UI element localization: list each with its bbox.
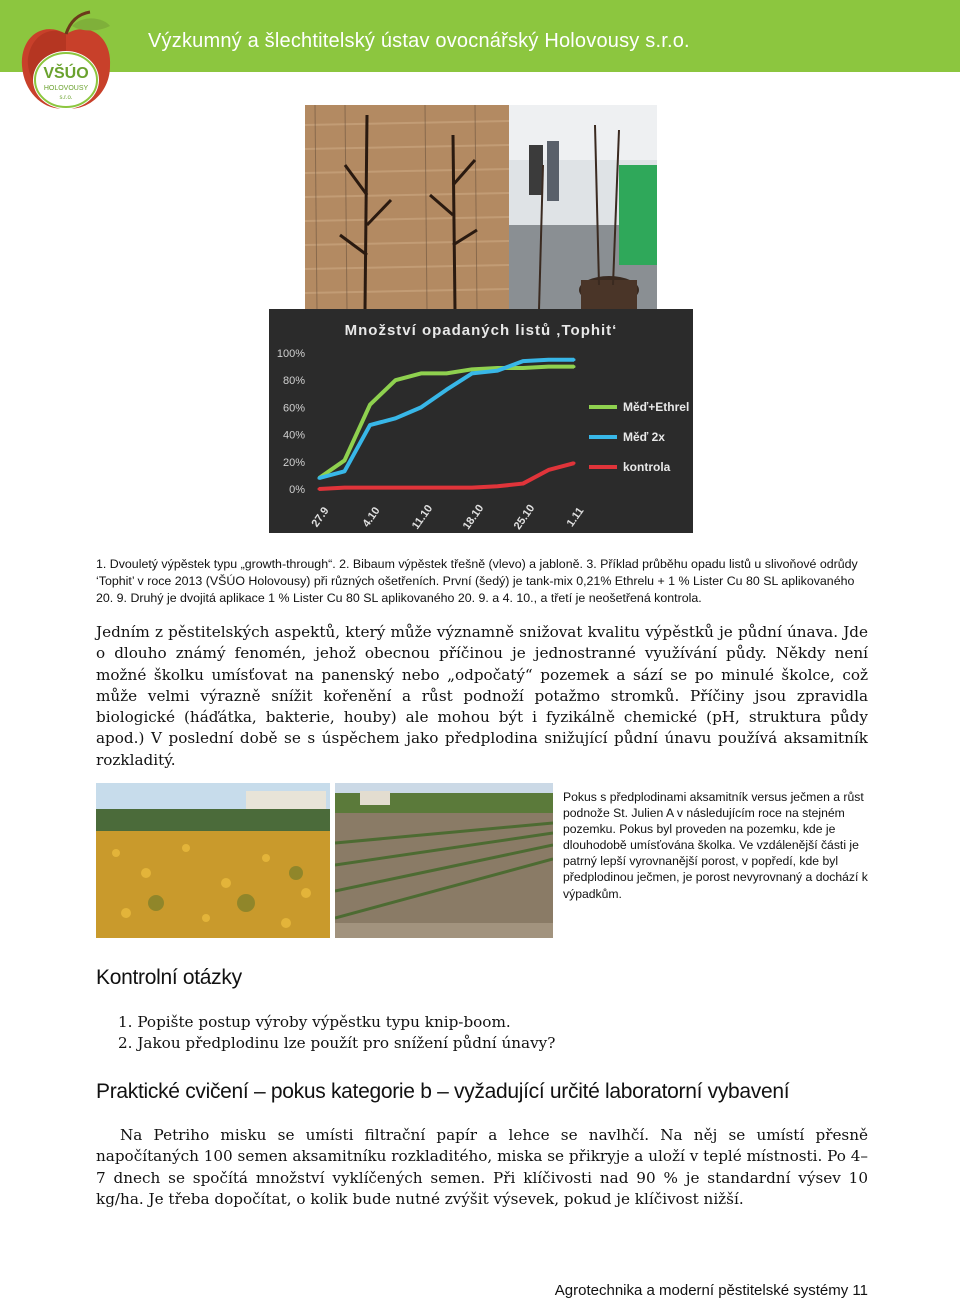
data-point [496,485,499,488]
svg-text:s.r.o.: s.r.o. [59,95,73,101]
data-point [318,488,321,491]
data-point [547,365,550,368]
institute-title: Výzkumný a šlechtitelský ústav ovocnářský Holovousy s.r.o. [148,30,690,52]
y-tick-label: 40% [282,429,305,442]
x-tick-label: 11.10 [409,502,436,532]
bibaum-photo [509,105,657,310]
x-tick-label: 1.11 [564,505,587,530]
data-point [471,486,474,489]
data-point [445,486,448,489]
section-title-practical: Praktické cvičení – pokus kategorie b – vyžadující určité laboratorní vybavení [96,1080,790,1103]
data-point [369,424,372,427]
data-point [471,368,474,371]
question-item: 2. Jakou předplodinu lze použít pro snížení půdní únavy? [118,1034,556,1052]
apple-logo-icon [12,8,120,116]
data-point [547,468,550,471]
series-line [319,463,574,489]
data-point [420,372,423,375]
x-tick-label: 25.10 [511,502,538,532]
page-footer: Agrotechnika a moderní pěstitelské systémy 11 [554,1282,868,1299]
x-tick-label: 27.9 [309,505,332,530]
data-point [573,358,576,361]
data-point [471,372,474,375]
chart-title: Množství opadaných listů ‚Tophit‘ [344,322,618,339]
svg-text:HOLOVOUSY: HOLOVOUSY [43,85,89,92]
data-point [420,486,423,489]
data-point [496,369,499,372]
question-item: 1. Popište postup výroby výpěstku typu knip-boom. [118,1013,511,1031]
legend-label: kontrola [623,460,671,474]
data-point [394,417,397,420]
figure-caption: 1. Dvouletý výpěstek typu „growth-through“. 2. Bibaum výpěstek třešně (vlevo) a jabloně. 3. Příklad průběhu opadu listů u slivoňové odrůdy ‘Tophit’ v roce 2013 (VŠÚO Holovousy) při různých ošetřeních. První (šedý) je tank-mix 0,21% Ethrelu + 1 % Lister Cu 80 SL aplikovaného 20. 9. Druhý je dvojitá aplikace 1 % Lister Cu 80 SL aplikovaného 20. 9. a 4. 10., a třetí je neošetřená kontrola. [96,557,858,605]
growth-through-photo [305,105,510,310]
header-banner [0,0,960,72]
leaf-fall-chart [269,309,693,533]
practical-paragraph: Na Petriho misku se umísti filtrační papír a lehce se navlhčí. Na něj se umístí přesně napočítaných 100 semen aksamitníku rozkladitého, miska se přikryje a uloží v teplé místnosti. Po 4–7 dnech se spočítá množství vyklíčených semen. Při klíčivosti nad 90 % je standardní výsev 10 kg/ha. Je třeba dopočítat, o kolik bude nutné zvýšit výsevek, pokud je klíčivost nižší. [96,1126,868,1208]
data-point [318,477,321,480]
question-list [118,1012,555,1054]
data-point [369,403,372,406]
data-point [522,482,525,485]
y-tick-label: 80% [282,375,305,388]
data-point [343,486,346,489]
data-point [445,372,448,375]
legend-label: Měď+Ethrel [623,400,690,414]
y-tick-label: 60% [282,402,305,415]
data-point [522,366,525,369]
data-point [547,358,550,361]
data-point [573,462,576,465]
data-point [445,388,448,391]
leaf-fall-chart-svg [269,309,693,533]
soil-fatigue-paragraph: Jedním z pěstitelských aspektů, který může významně snižovat kvalitu výpěstků je půdní únava. Jde o dlouho známý fenomén, jehož obecnou příčinou je jednostranné využívání půdy. Někdy není možné školku umísťovat na panenský nebo „odpočatý“ pozemek a sází se po minulé školce, což může velmi výrazně snížit kořenění a růst podnoží potažmo stromků. Příčiny jsou zpravidla biologické (háďátka, bakterie, houby) ale mohou být i fyzikálně chemické (pH, struktura půdy apod.) V poslední době se s úspěchem jako předplodina snižující půdní únavu používá aksamitník rozkladitý. [96,623,868,769]
data-point [394,379,397,382]
legend-label: Měď 2x [623,430,665,444]
series-line [319,360,574,478]
data-point [420,406,423,409]
data-point [573,365,576,368]
x-tick-label: 18.10 [460,502,487,532]
y-tick-label: 20% [282,456,305,469]
data-point [394,486,397,489]
section-title-questions: Kontrolní otázky [96,966,242,989]
data-point [343,459,346,462]
x-tick-label: 4.10 [360,505,383,530]
data-point [522,360,525,363]
marigold-field-photo [96,783,330,938]
data-point [343,470,346,473]
y-tick-label: 0% [289,484,305,496]
data-point [369,486,372,489]
experiment-caption: Pokus s předplodinami aksamitník versus ječmen a růst podnože St. Julien A v následujícím roce na stejném pozemku. Pokus byl proveden na pozemku, kde je dlouhodobě umísťována školka. Ve vzdálenější části je patrný lepší vyrovnanější porost, v popředí, kde byl předplodinou ječmen, je porost nevyrovnaný a dochází k výpadkům. [563,790,868,901]
logo-text: VŠÚO [43,65,89,82]
y-tick-label: 100% [276,348,305,360]
nursery-field-photo [335,783,553,938]
series-line [319,367,574,479]
